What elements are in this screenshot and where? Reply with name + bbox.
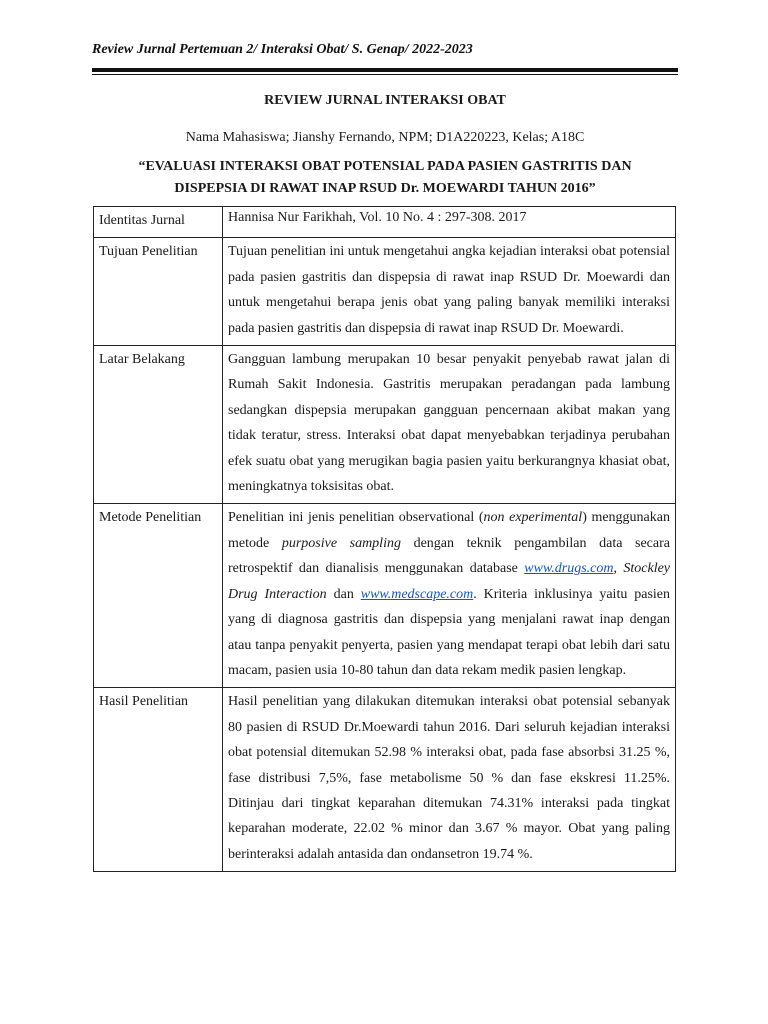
- table-row-identitas: [94, 207, 676, 238]
- student-info: Nama Mahasiswa; Jianshy Fernando, NPM; D1A220223, Kelas; A18C: [185, 130, 585, 145]
- running-header: Review Jurnal Pertemuan 2/ Interaksi Obat/ S. Genap/ 2022-2023: [92, 42, 473, 57]
- table-row-hasil: [94, 688, 676, 872]
- row-content-tujuan: Tujuan penelitian ini untuk mengetahui angka kejadian interaksi obat potensial pada pasien gastritis dan dispepsia di rawat inap RSUD Dr. Moewardi dan untuk mengetahui berapa jenis obat yang paling banyak memiliki interaksi pada pasien gastritis dan dispepsia di rawat inap RSUD Dr. Moewardi.: [223, 238, 676, 346]
- row-label-tujuan: Tujuan Penelitian: [94, 238, 223, 346]
- document-title: REVIEW JURNAL INTERAKSI OBAT: [264, 93, 506, 108]
- metode-text-6: . Kriteria inklusinya yaitu pasien yang di diagnosa gastritis dan dispepsia yang menjalani rawat inap dengan atau tanpa penyakit penyerta, pasien yang mendapat terapi obat lebih dari satu macam, pasien usia 10-80 tahun dan data rekam medik pasien lengkap.: [228, 586, 671, 678]
- row-label-hasil: Hasil Penelitian: [94, 688, 223, 872]
- metode-text-3: dengan teknik pengambilan data secara retrospektif dan dianalisis menggunakan database: [228, 535, 670, 577]
- row-content-metode: [223, 504, 676, 688]
- row-content-identitas: Hannisa Nur Farikhah, Vol. 10 No. 4 : 297-308. 2017: [223, 207, 676, 238]
- medscape-com-link[interactable]: www.medscape.com: [360, 586, 474, 602]
- table-row-tujuan: [94, 238, 676, 346]
- header-rule-thick: [92, 68, 678, 72]
- row-content-latar-belakang: Gangguan lambung merupakan 10 besar penyakit penyebab rawat jalan di Rumah Sakit Indonesia. Gastritis merupakan peradangan pada lambung sedangkan dispepsia merupakan gangguan pencernaan akibat makan yang tidak teratur, stress. Interaksi obat dapat menyebabkan terjadinya perubahan efek suatu obat yang merugikan bagia pasien yaitu berkurangnya khasiat obat, meningkatnya toksisitas obat.: [223, 346, 676, 504]
- row-label-metode: Metode Penelitian: [94, 504, 223, 688]
- row-content-hasil: Hasil penelitian yang dilakukan ditemukan interaksi obat potensial sebanyak 80 pasien di RSUD Dr.Moewardi tahun 2016. Dari seluruh kejadian interaksi obat potensial ditemukan 52.98 % interaksi obat, pada fase absorbsi 31.25 %, fase distribusi 7,5%, fase metabolisme 50 % dan fase ekskresi 11.25%. Ditinjau dari tingkat keparahan ditemukan 74.31% interaksi pada tingkat keparahan moderate, 22.02 % minor dan 3.67 % mayor. Obat yang paling berinteraksi adalah antasida dan ondansetron 19.74 %.: [223, 688, 676, 872]
- metode-italic-non-experimental: non experimental: [483, 510, 583, 526]
- metode-text-1: Penelitian ini jenis penelitian observational (: [228, 510, 484, 526]
- metode-italic-stockley: Stockley Drug Interaction: [228, 561, 671, 602]
- metode-italic-purposive-sampling: purposive sampling: [281, 535, 401, 551]
- article-title-line-2: DISPEPSIA DI RAWAT INAP RSUD Dr. MOEWARDI TAHUN 2016”: [174, 181, 596, 196]
- drugs-com-link[interactable]: www.drugs.com: [524, 561, 614, 577]
- row-label-latar-belakang: Latar Belakang: [94, 346, 223, 504]
- review-table: [93, 206, 676, 872]
- table-row-metode: [94, 504, 676, 688]
- metode-text-4: ,: [613, 561, 624, 577]
- article-title-line-1: “EVALUASI INTERAKSI OBAT POTENSIAL PADA PASIEN GASTRITIS DAN: [138, 159, 632, 174]
- header-rule-thin: [92, 74, 678, 75]
- metode-text-5: dan: [326, 586, 361, 602]
- metode-text-2: ) menggunakan metode: [228, 510, 670, 551]
- table-row-latar-belakang: [94, 346, 676, 504]
- article-title: [92, 156, 678, 200]
- row-label-identitas: Identitas Jurnal: [94, 207, 223, 238]
